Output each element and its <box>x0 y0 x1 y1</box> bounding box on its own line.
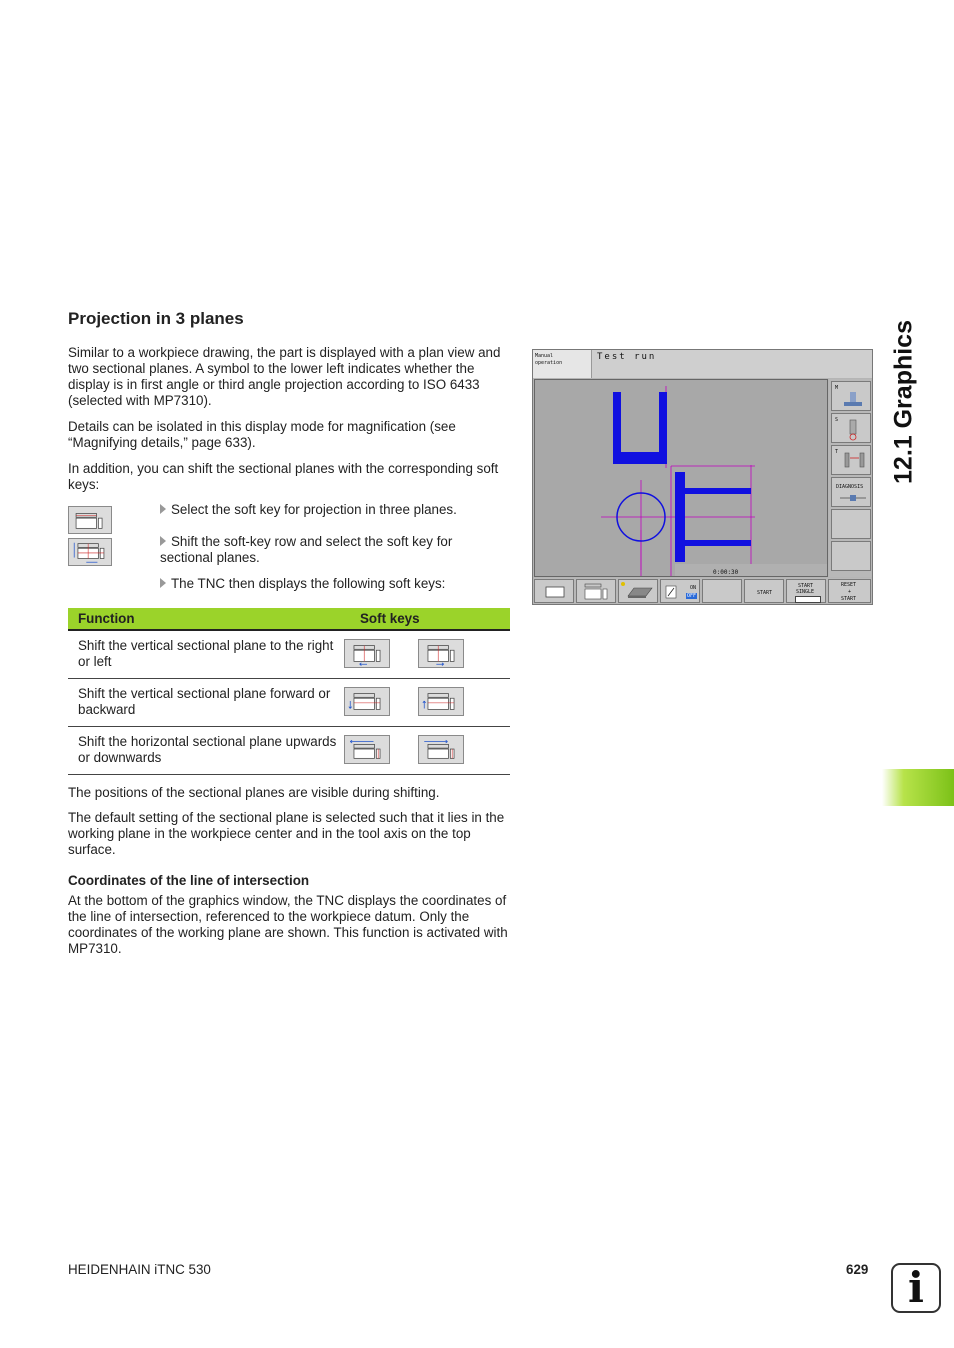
shift-horizontal-plane-up-softkey-icon <box>344 735 390 764</box>
table-header-function: Function <box>68 608 350 630</box>
intro-paragraph-2: Details can be isolated in this display mode for magnification (see “Magnifying details,” page 633). <box>68 419 456 450</box>
step-3: The TNC then displays the following soft keys: <box>160 576 510 592</box>
tnc-side-softkeys <box>829 379 872 577</box>
tnc-side-key-empty-1[interactable] <box>831 509 871 539</box>
shift-vertical-plane-backward-softkey-icon <box>418 687 464 716</box>
shift-horizontal-plane-down-softkey-icon <box>418 735 464 764</box>
intro-paragraph-1: Similar to a workpiece drawing, the part is displayed with a plan view and two sectional planes. A symbol to the lower left indicates whether the display is in first angle or third angle projection according to ISO 6433 (selected with MP7310). <box>68 345 501 408</box>
step-2: Shift the soft-key row and select the soft key for sectional planes. <box>160 534 453 565</box>
tnc-mode-box: Manual operation <box>533 350 592 378</box>
page-number: 629 <box>846 1262 869 1277</box>
tnc-timer: 0:00:30 <box>713 569 739 576</box>
after-paragraph-1: The positions of the sectional planes are visible during shifting. <box>68 785 440 800</box>
step-1: Select the soft key for projection in three planes. <box>160 502 510 518</box>
softkeys-cell <box>350 630 510 679</box>
tnc-bottom-softkeys <box>533 578 872 604</box>
tnc-softkey-on-off[interactable]: ON OFF <box>660 579 700 603</box>
table-row <box>68 630 510 679</box>
intro-paragraph-3: In addition, you can shift the sectional planes with the corresponding soft keys: <box>68 461 499 492</box>
tnc-softkey-empty[interactable] <box>702 579 742 603</box>
chapter-side-title: 12.1 Graphics <box>889 320 918 484</box>
section-heading: Projection in 3 planes <box>68 309 244 328</box>
diagnosis-icon <box>838 494 868 502</box>
tnc-graphics-window <box>534 379 828 577</box>
shift-vertical-plane-forward-softkey-icon <box>344 687 390 716</box>
projection-three-planes-softkey-icon <box>68 506 112 534</box>
shift-vertical-plane-left-softkey-icon <box>344 639 390 668</box>
tnc-softkey-3d-view[interactable] <box>618 579 658 603</box>
subsection-heading: Coordinates of the line of intersection <box>68 873 310 888</box>
3d-view-icon <box>626 584 654 600</box>
machine-function-icon <box>842 390 864 408</box>
tnc-softkey-three-planes[interactable] <box>576 579 616 603</box>
after-paragraph-2: The default setting of the sectional plane is selected such that it lies in the working plane in the workpiece center and in the tool axis on the top surface. <box>68 810 505 857</box>
function-cell: Shift the vertical sectional plane to the right or left <box>68 630 350 679</box>
tnc-screenshot <box>532 349 873 605</box>
tnc-softkey-reset-start[interactable]: RESET + START <box>828 579 871 603</box>
table-row <box>68 679 510 727</box>
softkey-function-table <box>68 608 510 775</box>
tnc-3-plane-projection-graphic <box>535 380 827 576</box>
single-block-icon <box>795 596 821 603</box>
shift-vertical-plane-right-softkey-icon <box>418 639 464 668</box>
table-row <box>68 727 510 775</box>
subsection-paragraph: At the bottom of the graphics window, the TNC displays the coordinates of the line of intersection, referenced to the workpiece datum. Only the coordinates of the working plane are shown. This function is activated with MP7310. <box>68 893 508 956</box>
step-arrow-icon <box>160 578 166 588</box>
footer-product-name: HEIDENHAIN iTNC 530 <box>68 1262 211 1277</box>
tnc-side-key-t[interactable]: T <box>831 445 871 475</box>
sectional-planes-softkey-icon <box>68 538 112 566</box>
table-header-softkeys: Soft keys <box>350 608 510 630</box>
chapter-color-tab <box>882 769 954 806</box>
tnc-side-key-empty-2[interactable] <box>831 541 871 571</box>
tnc-softkey-start[interactable]: START <box>744 579 784 603</box>
tnc-softkey-start-single[interactable]: START SINGLE <box>786 579 826 603</box>
tnc-top-bar <box>533 350 872 378</box>
tool-call-icon <box>842 450 868 474</box>
three-planes-icon <box>583 582 611 602</box>
tnc-softkey-plan-view[interactable] <box>534 579 574 603</box>
active-indicator-icon <box>621 582 625 586</box>
info-icon: i <box>891 1263 941 1313</box>
tnc-side-key-s[interactable]: S <box>831 413 871 443</box>
slash-icon <box>665 585 677 599</box>
tnc-diagnosis-key[interactable]: DIAGNOSIS <box>831 477 871 507</box>
step-arrow-icon <box>160 504 166 514</box>
plan-view-icon <box>545 586 565 598</box>
step-arrow-icon <box>160 536 166 546</box>
function-cell: Shift the vertical sectional plane forward or backward <box>68 679 350 727</box>
tnc-program-mode: Test run <box>597 352 657 362</box>
spindle-icon <box>845 418 861 442</box>
tnc-side-key-m[interactable]: M <box>831 381 871 411</box>
function-cell: Shift the horizontal sectional plane upwards or downwards <box>68 727 350 775</box>
softkeys-cell <box>350 679 510 727</box>
softkeys-cell <box>350 727 510 775</box>
